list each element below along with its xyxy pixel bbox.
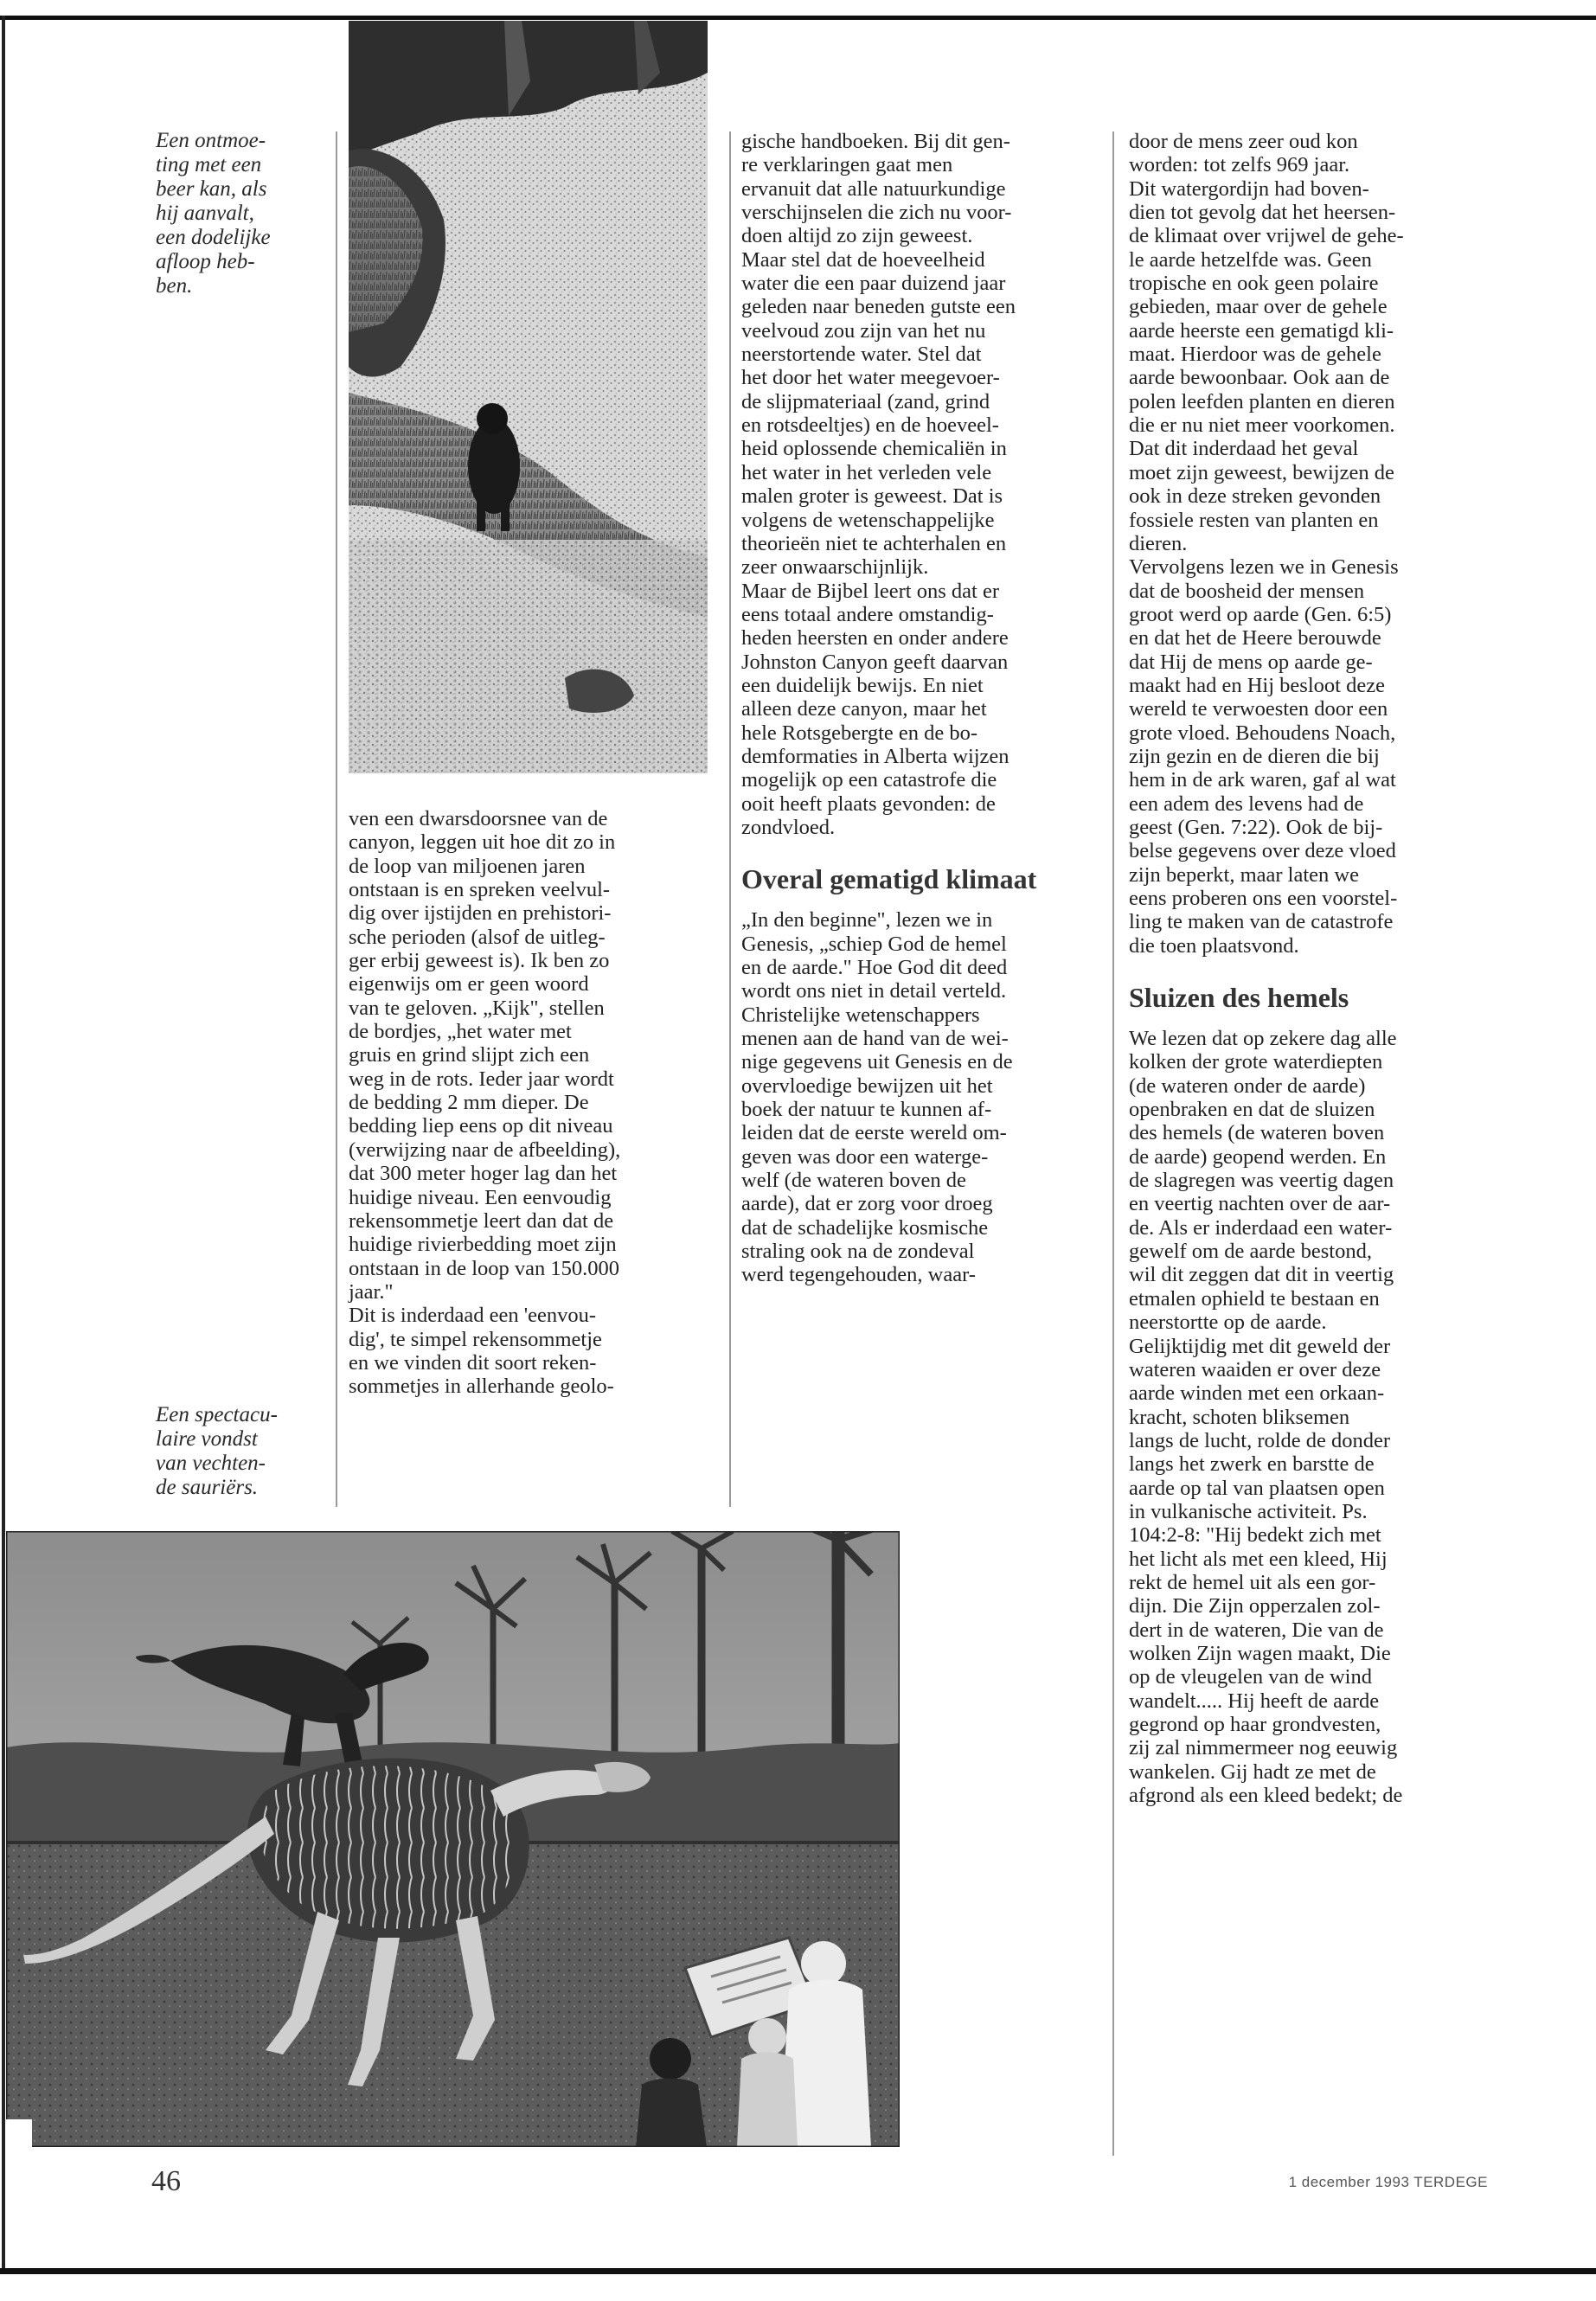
text-line: verschijnselen die zich nu voor- [741, 201, 1012, 225]
text-line: afgrond als een kleed bedekt; de [1129, 1784, 1403, 1808]
text-line: en we vinden dit soort reken- [349, 1350, 597, 1375]
text-line: polen leefden planten en dieren [1129, 389, 1395, 413]
text-line: theorieën niet te achterhalen en [741, 531, 1007, 555]
text-line: 104:2-8: "Hij bedekt zich met [1129, 1523, 1381, 1548]
text-line: de slijpmateriaal (zand, grind [741, 389, 990, 413]
text-line: groot werd op aarde (Gen. 6:5) [1129, 602, 1392, 626]
column-3 [1129, 130, 1509, 1807]
caption-line: Een spectacu- [156, 1403, 278, 1426]
text-line: een duidelijk bewijs. En niet [741, 673, 984, 697]
text-line: de bedding 2 mm dieper. De [349, 1091, 589, 1115]
text-line: straling ook na de zondeval [741, 1240, 975, 1264]
text-line: mogelijk op een catastrofe die [741, 768, 997, 792]
text-line: de klimaat over vrijwel de gehe- [1129, 224, 1404, 248]
text-line: moet zijn geweest, bewijzen de [1129, 460, 1394, 484]
text-line: etmalen ophield te bestaan en [1129, 1286, 1380, 1311]
text-line: worden: tot zelfs 969 jaar. [1129, 153, 1350, 177]
text-line: sche perioden (alsof de uitleg- [349, 925, 606, 949]
heading-overal-gematigd-klimaat: Overal gematigd klimaat [741, 863, 1037, 895]
text-line: maakt had en Hij besloot deze [1129, 673, 1385, 697]
text-line: bedding liep eens op dit niveau [349, 1114, 613, 1138]
text-line: langs de lucht, rolde de donder [1129, 1428, 1391, 1452]
left-edge [2, 16, 5, 2274]
text-line: ervanuit dat alle natuurkundige [741, 176, 1006, 201]
caption-line: afloop heb- [156, 250, 255, 273]
text-line: dert in de wateren, Die van de [1129, 1618, 1384, 1642]
caption-line: ben. [156, 274, 193, 298]
text-line: die er nu niet meer voorkomen. [1129, 413, 1395, 438]
text-line: Gelijktijdig met dit geweld der [1129, 1334, 1391, 1358]
text-line: in vulkanische activiteit. Ps. [1129, 1499, 1368, 1523]
text-line: Maar stel dat de hoeveelheid [741, 247, 985, 272]
text-line: heden heersten en onder andere [741, 626, 1009, 651]
text-line: aarde bewoonbaar. Ook aan de [1129, 366, 1390, 390]
text-line: re verklaringen gaat men [741, 153, 953, 177]
text-line: zeer onwaarschijnlijk. [741, 555, 929, 580]
text-line: ger erbij geweest is). Ik ben zo [349, 949, 610, 973]
text-line: de aarde) geopend werden. En [1129, 1144, 1387, 1169]
text-line: aarde winden met een orkaan- [1129, 1381, 1385, 1406]
text-line: aarde), dat er zorg voor droeg [741, 1192, 993, 1216]
text-line: het water in het verleden vele [741, 460, 992, 484]
text-line: canyon, leggen uit hoe dit zo in [349, 830, 616, 855]
text-line: zij zal nimmermeer nog eeuwig [1129, 1736, 1398, 1760]
text-line: openbraken en dat de sluizen [1129, 1098, 1375, 1122]
column-1-continued [349, 807, 725, 1399]
text-line: hem in de ark waren, gaf al wat [1129, 768, 1396, 792]
text-line: Christelijke wetenschappers [741, 1003, 980, 1027]
text-line: veelvoud zou zijn van het nu [741, 318, 986, 343]
text-line: menen aan de hand van de wei- [741, 1027, 1009, 1051]
text-line: maat. Hierdoor was de gehele [1129, 343, 1381, 367]
text-line: weg in de rots. Ieder jaar wordt [349, 1067, 614, 1091]
text-line: heid oplossende chemicaliën in [741, 437, 1007, 461]
text-line: ling te maken van de catastrofe [1129, 910, 1394, 934]
text-line: doen altijd zo zijn geweest. [741, 224, 973, 248]
caption-line: hij aanvalt, [156, 202, 254, 225]
column-rule-3 [1112, 131, 1114, 2156]
text-line: geleden naar beneden gutste een [741, 295, 1016, 319]
text-line: een adem des levens had de [1129, 792, 1364, 816]
heading-sluizen-des-hemels: Sluizen des hemels [1129, 982, 1349, 1014]
column-2-text-part1 [741, 130, 1109, 839]
text-line: huidige rivierbedding moet zijn [349, 1233, 617, 1257]
text-line: de loop van miljoenen jaren [349, 854, 586, 878]
text-line: overvloedige bewijzen uit het [741, 1074, 993, 1098]
text-line: le aarde hetzelfde was. Geen [1129, 247, 1372, 272]
text-line: het door het water meegevoer- [741, 366, 1000, 390]
text-line: ooit heeft plaats gevonden: de [741, 792, 996, 816]
text-line: huidige niveau. Een eenvoudig [349, 1185, 612, 1209]
text-line: Dit is inderdaad een 'eenvou- [349, 1304, 597, 1328]
text-line: zijn beperkt, maar laten we [1129, 862, 1359, 887]
text-line: neerstortende water. Stel dat [741, 343, 982, 367]
text-line: geven was door een waterge- [741, 1144, 989, 1169]
column-rule-2 [729, 131, 731, 1507]
text-line: Maar de Bijbel leert ons dat er [741, 579, 999, 603]
text-line: dieren. [1129, 531, 1188, 555]
text-line: wankelen. Gij hadt ze met de [1129, 1759, 1376, 1784]
text-line: wereld te verwoesten door een [1129, 697, 1388, 721]
text-line: die toen plaatsvond. [1129, 933, 1299, 958]
text-line: wordt ons niet in detail verteld. [741, 979, 1007, 1003]
text-line: grote vloed. Behoudens Noach, [1129, 721, 1396, 745]
text-line: gebieden, maar over de gehele [1129, 295, 1388, 319]
text-line: dat de schadelijke kosmische [741, 1215, 989, 1240]
text-line: werd tegengehouden, waar- [741, 1263, 976, 1287]
text-line: jaar." [349, 1279, 394, 1304]
text-line: dat de boosheid der mensen [1129, 579, 1365, 603]
caption-line: de sauriërs. [156, 1476, 259, 1499]
caption-line: Een ontmoe- [156, 129, 266, 152]
text-line: ontstaan in de loop van 150.000 [349, 1256, 620, 1280]
caption-line: een dodelijke [156, 226, 271, 249]
footer-date-magazine: 1 december 1993 TERDEGE [1288, 2174, 1488, 2190]
caption-line: laire vondst [156, 1427, 258, 1451]
text-line: gewelf om de aarde bestond, [1129, 1240, 1372, 1264]
text-line: Genesis, „schiep God de hemel [741, 932, 1007, 956]
text-line: hele Rotsgebergte en de bo- [741, 721, 978, 745]
text-line: sommetjes in allerhande geolo- [349, 1375, 614, 1399]
column-2 [741, 130, 1109, 1287]
column-2-text-part2 [741, 908, 1109, 1287]
caption-line: van vechten- [156, 1452, 266, 1475]
column-3-text-part1 [1129, 130, 1509, 958]
text-line: nige gegevens uit Genesis en de [741, 1050, 1013, 1074]
text-line: tropische en ook geen polaire [1129, 272, 1379, 296]
text-line: dig', te simpel rekensommetje [349, 1327, 602, 1351]
photo-bear-hillside [349, 21, 708, 773]
text-line: Johnston Canyon geeft daarvan [741, 650, 1009, 674]
text-line: zondvloed. [741, 815, 836, 839]
text-line: eigenwijs om er geen woord [349, 972, 589, 997]
text-line: wil dit zeggen dat dit in veertig [1129, 1263, 1394, 1287]
text-line: het licht als met een kleed, Hij [1129, 1547, 1388, 1571]
text-line: de bordjes, „het water met [349, 1020, 572, 1044]
text-line: ven een dwarsdoorsnee van de [349, 807, 608, 830]
top-rule [0, 16, 1596, 20]
text-line: boek der natuur te kunnen af- [741, 1098, 992, 1122]
bottom-rule [0, 2268, 1596, 2274]
photo-dinosaur-skeletons [6, 1531, 900, 2147]
text-line: ook in deze streken gevonden [1129, 484, 1381, 509]
column-3-text-part2 [1129, 1027, 1509, 1807]
text-line: door de mens zeer oud kon [1129, 130, 1358, 153]
caption-bear [156, 129, 337, 298]
text-line: malen groter is geweest. Dat is [741, 484, 1003, 509]
column-rule-1 [336, 131, 337, 1507]
text-line: Vervolgens lezen we in Genesis [1129, 555, 1399, 580]
caption-dinosaurs [156, 1403, 337, 1500]
text-line: dat 300 meter hoger lag dan het [349, 1162, 618, 1186]
text-line: rekt de hemel uit als een gor- [1129, 1570, 1376, 1594]
text-line: wolken Zijn wagen maakt, Die [1129, 1641, 1391, 1665]
text-line: gruis en grind slijpt zich een [349, 1043, 590, 1067]
caption-line: beer kan, als [156, 177, 267, 201]
text-line: wateren waaiden er over deze [1129, 1357, 1381, 1381]
text-line: en dat het de Heere berouwde [1129, 626, 1381, 651]
text-line: eens proberen ons een voorstel- [1129, 887, 1398, 910]
text-line: Dit watergordijn had boven- [1129, 176, 1369, 201]
text-line: belse gegevens over deze vloed [1129, 839, 1396, 863]
text-line: de. Als er inderdaad een water- [1129, 1215, 1393, 1240]
text-line: op de vleugelen van de wind [1129, 1665, 1372, 1689]
text-line: demformaties in Alberta wijzen [741, 744, 1010, 768]
text-line: water die een paar duizend jaar [741, 272, 1006, 296]
text-line: leiden dat de eerste wereld om- [741, 1121, 1007, 1145]
text-line: aarde heerste een gematigd kli- [1129, 318, 1394, 343]
caption-line: ting met een [156, 153, 262, 176]
text-line: ontstaan is en spreken veelvul- [349, 878, 611, 902]
text-line: van te geloven. „Kijk", stellen [349, 996, 605, 1020]
text-line: dig over ijstijden en prehistori- [349, 901, 612, 926]
text-line: dijn. Die Zijn opperzalen zol- [1129, 1594, 1381, 1618]
text-line: rekensommetje leert dan dat de [349, 1208, 614, 1233]
text-line: kracht, schoten bliksemen [1129, 1405, 1350, 1429]
text-line: en rotsdeeltjes) en de hoeveel- [741, 413, 999, 438]
text-line: „In den beginne", lezen we in [741, 908, 993, 933]
text-line: wandelt..... Hij heeft de aarde [1129, 1689, 1380, 1713]
text-line: langs het zwerk en barstte de [1129, 1452, 1375, 1477]
text-line: welf (de wateren boven de [741, 1169, 966, 1193]
text-line: volgens de wetenschappelijke [741, 508, 995, 532]
text-line: des hemels (de wateren boven [1129, 1121, 1385, 1145]
text-line: fossiele resten van planten en [1129, 508, 1379, 532]
text-line: aarde op tal van plaatsen open [1129, 1476, 1385, 1500]
text-line: Dat dit inderdaad het geval [1129, 437, 1359, 461]
text-line: We lezen dat op zekere dag alle [1129, 1027, 1397, 1051]
text-line: en veertig nachten over de aar- [1129, 1192, 1391, 1216]
text-line: geest (Gen. 7:22). Ook de bij- [1129, 815, 1383, 839]
text-line: eens totaal andere omstandig- [741, 602, 994, 626]
text-line: (verwijzing naar de afbeelding), [349, 1138, 621, 1162]
page-number: 46 [151, 2165, 181, 2197]
text-line: (de wateren onder de aarde) [1129, 1074, 1366, 1098]
text-line: zijn gezin en de dieren die bij [1129, 744, 1380, 768]
text-line: dat Hij de mens op aarde ge- [1129, 650, 1373, 674]
text-line: alleen deze canyon, maar het [741, 697, 987, 721]
text-line: en de aarde." Hoe God dit deed [741, 956, 1008, 979]
text-line: gische handboeken. Bij dit gen- [741, 130, 1010, 153]
text-line: dien tot gevolg dat het heersen- [1129, 201, 1396, 225]
text-line: kolken der grote waterdiepten [1129, 1050, 1383, 1074]
text-line: neerstortte op de aarde. [1129, 1311, 1327, 1335]
text-line: de slagregen was veertig dagen [1129, 1169, 1394, 1193]
text-line: gegrond op haar grondvesten, [1129, 1713, 1381, 1736]
